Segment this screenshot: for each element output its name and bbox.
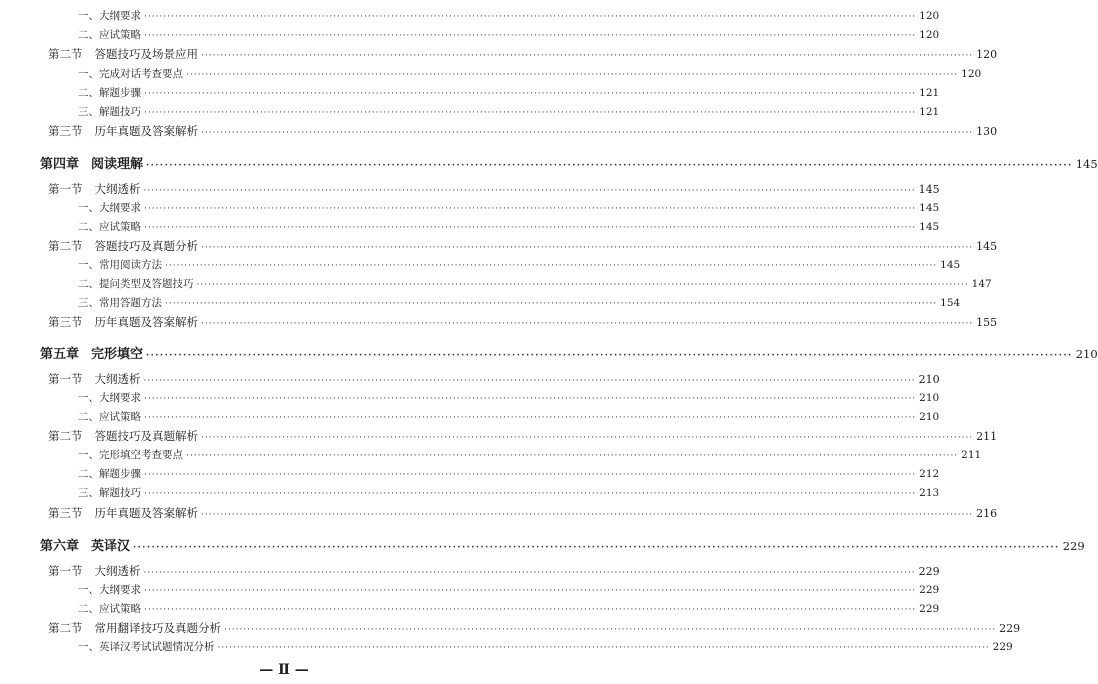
toc-title: 完形填空 xyxy=(91,347,144,362)
toc-section-entry[interactable] xyxy=(48,238,998,256)
toc-page-number: 229 xyxy=(1062,539,1085,553)
toc-title: 一、大纲要求 xyxy=(78,202,141,214)
dot-leader: ········································································································································································································ xyxy=(144,470,917,480)
dot-leader: ········································································································································································································ xyxy=(144,108,917,118)
page-number: — Ⅱ — xyxy=(259,662,309,678)
toc-page-number: 212 xyxy=(919,468,940,480)
toc-page-number: 120 xyxy=(919,29,940,41)
dot-leader: ········································································································································································································ xyxy=(144,605,917,615)
toc-subsection-entry[interactable] xyxy=(78,601,940,619)
toc-page-number: 210 xyxy=(1075,347,1098,361)
toc-subsection-entry[interactable] xyxy=(78,27,940,45)
toc-subsection-entry[interactable] xyxy=(78,219,940,237)
toc-title: 一、完形填空考查要点 xyxy=(78,449,183,461)
dot-leader: ········································································································································································································ xyxy=(144,489,917,499)
toc-section-entry[interactable] xyxy=(48,620,1021,638)
toc-number: 第三节 xyxy=(48,506,83,520)
toc-title: 阅读理解 xyxy=(91,157,144,172)
toc-page-number: 210 xyxy=(919,411,940,423)
toc-page-number: 210 xyxy=(919,392,940,404)
toc-subsection-entry[interactable] xyxy=(78,85,940,103)
toc-title: 历年真题及答案解析 xyxy=(94,506,198,520)
dot-leader: ········································································································································································································ xyxy=(201,319,974,329)
toc-title: 二、应试策略 xyxy=(78,603,141,615)
dot-leader: ········································································································································································································ xyxy=(186,70,959,80)
toc-chapter-entry[interactable] xyxy=(40,535,1085,554)
toc-number: 第五章 xyxy=(40,347,80,362)
toc-title: 二、解题步骤 xyxy=(78,87,141,99)
toc-subsection-entry[interactable] xyxy=(78,485,940,503)
toc-page-number: 229 xyxy=(919,603,940,615)
toc-number: 第二节 xyxy=(48,621,83,635)
toc-chapter-entry[interactable] xyxy=(40,343,1098,362)
toc-title: 二、应试策略 xyxy=(78,411,141,423)
toc-subsection-entry[interactable] xyxy=(78,295,961,313)
toc-page-number: 145 xyxy=(918,183,940,196)
dot-leader: ········································································································································································································ xyxy=(144,31,917,41)
toc-section-entry[interactable] xyxy=(48,563,940,581)
dot-leader: ········································································································································································································ xyxy=(201,51,974,61)
toc-page-number: 155 xyxy=(976,316,998,329)
toc-title: 三、常用答题方法 xyxy=(78,297,162,309)
toc-number: 第二节 xyxy=(48,429,83,443)
toc-page-number: 145 xyxy=(976,240,998,253)
toc-page-number: 121 xyxy=(919,87,940,99)
toc-title: 大纲透析 xyxy=(94,182,141,196)
toc-number: 第三节 xyxy=(48,315,83,329)
toc-number: 第一节 xyxy=(48,372,83,386)
toc-title: 答题技巧及真题解析 xyxy=(94,429,198,443)
toc-page-number: 120 xyxy=(976,48,998,61)
toc-title: 常用翻译技巧及真题分析 xyxy=(94,621,221,635)
toc-section-entry[interactable] xyxy=(48,505,998,523)
dot-leader: ········································································································································································································ xyxy=(196,280,969,290)
dot-leader: ········································································································································································································ xyxy=(201,433,974,443)
toc-subsection-entry[interactable] xyxy=(78,582,940,600)
dot-leader: ········································································································································································································ xyxy=(144,204,917,214)
toc-title: 二、应试策略 xyxy=(78,221,141,233)
dot-leader: ········································································································································································································ xyxy=(144,89,917,99)
dot-leader: ········································································································································································································ xyxy=(144,12,917,22)
toc-page-number: 229 xyxy=(999,622,1021,635)
toc-title: 三、解题技巧 xyxy=(78,106,141,118)
toc-title: 历年真题及答案解析 xyxy=(94,315,198,329)
toc-number: 第一节 xyxy=(48,182,83,196)
toc-page-number: 145 xyxy=(919,202,940,214)
toc-section-entry[interactable] xyxy=(48,314,998,332)
toc-subsection-entry[interactable] xyxy=(78,276,992,294)
toc-number: 第二节 xyxy=(48,47,83,61)
toc-page-number: 145 xyxy=(919,221,940,233)
toc-page-number: 216 xyxy=(976,507,998,520)
toc-title: 大纲透析 xyxy=(94,372,141,386)
dot-leader: ········································································································································································································ xyxy=(146,351,1073,361)
toc-title: 答题技巧及真题分析 xyxy=(94,239,198,253)
toc-subsection-entry[interactable] xyxy=(78,390,940,408)
dot-leader: ········································································································································································································ xyxy=(144,586,917,596)
toc-title: 二、应试策略 xyxy=(78,29,141,41)
toc-section-entry[interactable] xyxy=(48,371,940,389)
toc-title: 英译汉 xyxy=(91,539,131,554)
toc-section-entry[interactable] xyxy=(48,123,998,141)
toc-subsection-entry[interactable] xyxy=(78,200,940,218)
toc-title: 一、大纲要求 xyxy=(78,10,141,22)
dot-leader: ········································································································································································································ xyxy=(143,568,916,578)
toc-section-entry[interactable] xyxy=(48,46,998,64)
dot-leader: ········································································································································································································ xyxy=(186,451,959,461)
toc-subsection-entry[interactable] xyxy=(78,409,940,427)
toc-page-number: 120 xyxy=(919,10,940,22)
dot-leader: ········································································································································································································ xyxy=(133,543,1060,553)
toc-page-number: 130 xyxy=(976,125,998,138)
dot-leader: ········································································································································································································ xyxy=(165,299,938,309)
toc-subsection-entry[interactable] xyxy=(78,466,940,484)
dot-leader: ········································································································································································································ xyxy=(217,643,990,653)
toc-page-number: 145 xyxy=(1075,157,1098,171)
toc-page-number: 211 xyxy=(961,449,982,461)
toc-number: 第三节 xyxy=(48,124,83,138)
toc-number: 第四章 xyxy=(40,157,80,172)
dot-leader: ········································································································································································································ xyxy=(143,376,916,386)
toc-page-number: 210 xyxy=(918,373,940,386)
toc-title: 一、英译汉考试试题情况分析 xyxy=(78,641,215,653)
toc-subsection-entry[interactable] xyxy=(78,8,940,26)
toc-subsection-entry[interactable] xyxy=(78,104,940,122)
toc-title: 二、提问类型及答题技巧 xyxy=(78,278,194,290)
toc-title: 大纲透析 xyxy=(94,564,141,578)
toc-number: 第二节 xyxy=(48,239,83,253)
toc-number: 第一节 xyxy=(48,564,83,578)
dot-leader: ········································································································································································································ xyxy=(201,510,974,520)
toc-title: 一、大纲要求 xyxy=(78,392,141,404)
toc-page-number: 154 xyxy=(940,297,961,309)
toc-section-entry[interactable] xyxy=(48,428,998,446)
dot-leader: ········································································································································································································ xyxy=(144,394,917,404)
toc-subsection-entry[interactable] xyxy=(78,66,982,84)
toc-page-number: 213 xyxy=(919,487,940,499)
toc-title: 历年真题及答案解析 xyxy=(94,124,198,138)
toc-title: 一、常用阅读方法 xyxy=(78,259,162,271)
toc-title: 三、解题技巧 xyxy=(78,487,141,499)
toc-number: 第六章 xyxy=(40,539,80,554)
toc-page-number: 229 xyxy=(919,584,940,596)
dot-leader: ········································································································································································································ xyxy=(143,186,916,196)
toc-subsection-entry[interactable] xyxy=(78,639,1013,657)
toc-subsection-entry[interactable] xyxy=(78,257,961,275)
dot-leader: ········································································································································································································ xyxy=(146,161,1073,171)
toc-page-number: 229 xyxy=(918,565,940,578)
toc-title: 一、大纲要求 xyxy=(78,584,141,596)
dot-leader: ········································································································································································································ xyxy=(201,243,974,253)
toc-subsection-entry[interactable] xyxy=(78,447,982,465)
toc-chapter-entry[interactable] xyxy=(40,153,1098,172)
toc-page-number: 229 xyxy=(992,641,1013,653)
dot-leader: ········································································································································································································ xyxy=(144,413,917,423)
toc-page-number: 145 xyxy=(940,259,961,271)
dot-leader: ········································································································································································································ xyxy=(144,223,917,233)
dot-leader: ········································································································································································································ xyxy=(165,261,938,271)
toc-page-number: 211 xyxy=(976,430,998,443)
dot-leader: ········································································································································································································ xyxy=(224,625,997,635)
toc-title: 一、完成对话考查要点 xyxy=(78,68,183,80)
toc-page-number: 147 xyxy=(971,278,992,290)
dot-leader: ········································································································································································································ xyxy=(201,128,974,138)
toc-title: 二、解题步骤 xyxy=(78,468,141,480)
toc-title: 答题技巧及场景应用 xyxy=(94,47,198,61)
toc-page-number: 121 xyxy=(919,106,940,118)
toc-page-number: 120 xyxy=(961,68,982,80)
toc-section-entry[interactable] xyxy=(48,181,940,199)
